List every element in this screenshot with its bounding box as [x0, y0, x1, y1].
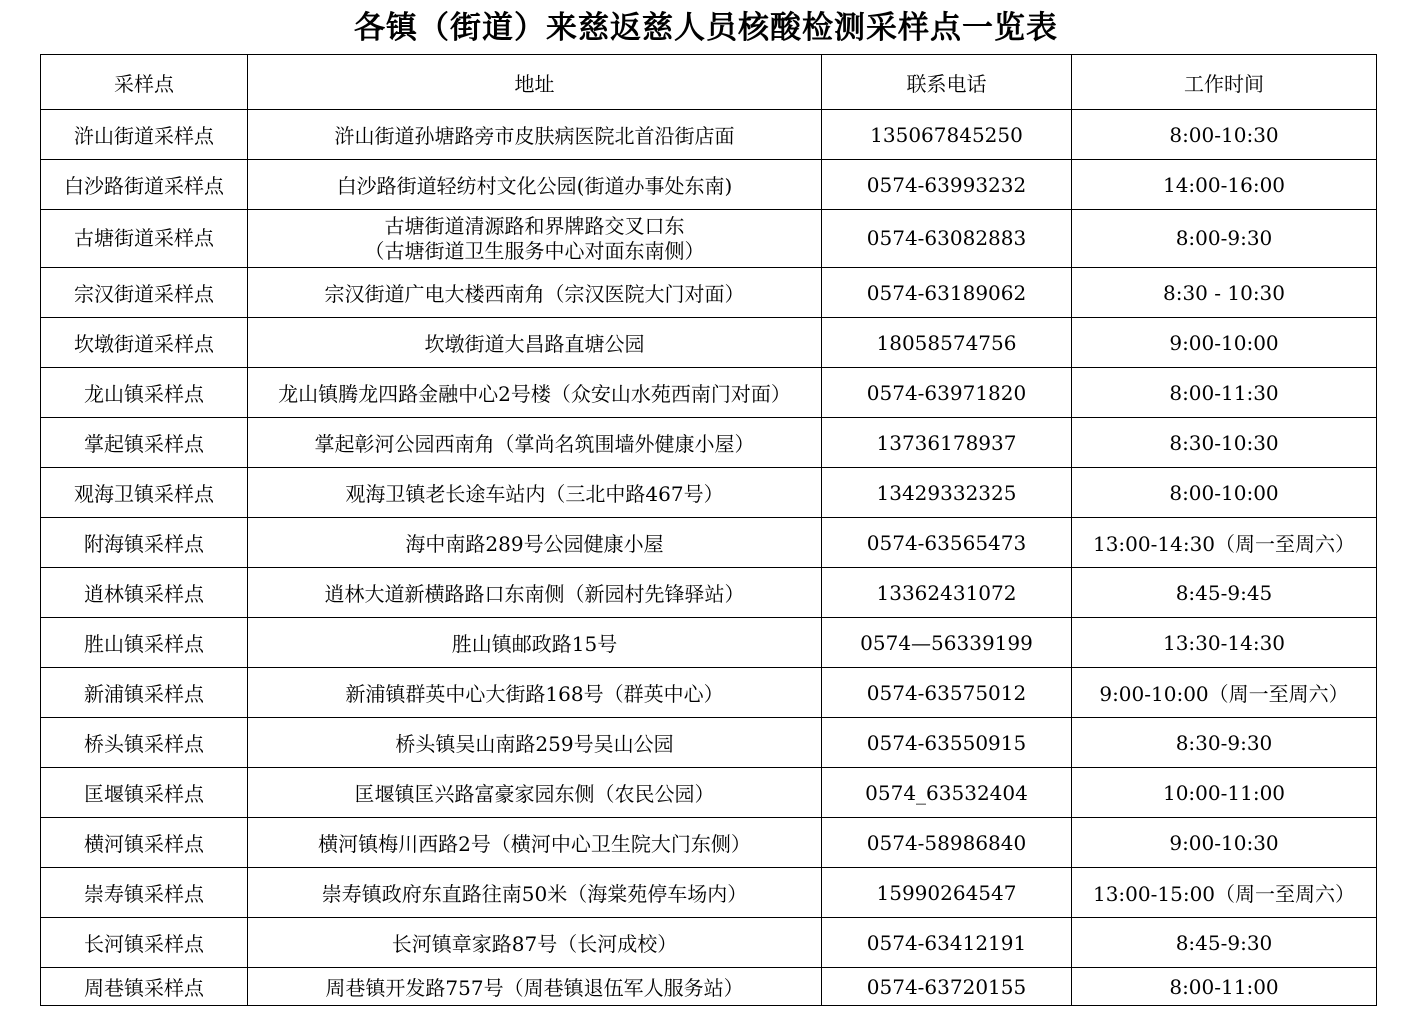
page-title: 各镇（街道）来慈返慈人员核酸检测采样点一览表 — [354, 10, 1058, 46]
address-cell — [248, 768, 822, 818]
phone-cell: 18058574756 — [822, 318, 1072, 368]
address-line: 崇寿镇政府东直路往南50米（海棠苑停车场内） — [321, 882, 748, 906]
phone-cell: 0574-63550915 — [822, 718, 1072, 768]
address-cell — [248, 468, 822, 518]
hours-cell: 9:00-10:00 — [1072, 318, 1377, 368]
table-row — [41, 768, 1377, 818]
address-cell — [248, 868, 822, 918]
address-line: （古塘街道卫生服务中心对面东南侧） — [364, 238, 705, 263]
hours-cell: 8:45-9:30 — [1072, 918, 1377, 968]
address-line: 龙山镇腾龙四路金融中心2号楼（众安山水苑西南门对面） — [278, 382, 791, 406]
site-name-cell: 龙山镇采样点 — [41, 368, 248, 418]
phone-cell: 13736178937 — [822, 418, 1072, 468]
phone-cell: 0574-63412191 — [822, 918, 1072, 968]
address-line: 浒山街道孙塘路旁市皮肤病医院北首沿街店面 — [334, 124, 735, 148]
address-line: 新浦镇群英中心大街路168号（群英中心） — [345, 682, 724, 706]
phone-cell: 0574—56339199 — [822, 618, 1072, 668]
address-cell — [248, 668, 822, 718]
address-line: 胜山镇邮政路15号 — [451, 632, 618, 656]
table-row — [41, 568, 1377, 618]
site-name-cell: 逍林镇采样点 — [41, 568, 248, 618]
hours-cell: 8:45-9:45 — [1072, 568, 1377, 618]
address-line: 观海卫镇老长途车站内（三北中路467号） — [345, 482, 724, 506]
address-cell — [248, 268, 822, 318]
address-cell — [248, 210, 822, 268]
site-name-cell: 长河镇采样点 — [41, 918, 248, 968]
phone-cell: 13429332325 — [822, 468, 1072, 518]
address-cell — [248, 568, 822, 618]
site-name-cell: 附海镇采样点 — [41, 518, 248, 568]
site-name-cell: 匡堰镇采样点 — [41, 768, 248, 818]
site-name-cell: 观海卫镇采样点 — [41, 468, 248, 518]
site-name-cell: 胜山镇采样点 — [41, 618, 248, 668]
table-row — [41, 368, 1377, 418]
hours-cell: 10:00-11:00 — [1072, 768, 1377, 818]
site-name-cell: 崇寿镇采样点 — [41, 868, 248, 918]
site-name-cell: 浒山街道采样点 — [41, 110, 248, 160]
phone-cell: 0574-58986840 — [822, 818, 1072, 868]
table-row — [41, 160, 1377, 210]
address-line: 白沙路街道轻纺村文化公园(街道办事处东南) — [336, 174, 733, 198]
sampling-sites-table — [40, 54, 1377, 1006]
site-name-cell: 掌起镇采样点 — [41, 418, 248, 468]
hours-cell: 13:30-14:30 — [1072, 618, 1377, 668]
hours-cell: 9:00-10:30 — [1072, 818, 1377, 868]
address-cell — [248, 918, 822, 968]
table-row — [41, 718, 1377, 768]
hours-cell: 8:30 - 10:30 — [1072, 268, 1377, 318]
column-header-site: 采样点 — [41, 55, 248, 110]
site-name-cell: 白沙路街道采样点 — [41, 160, 248, 210]
table-body — [41, 110, 1377, 1006]
hours-cell: 9:00-10:00（周一至周六） — [1072, 668, 1377, 718]
hours-cell: 13:00-15:00（周一至周六） — [1072, 868, 1377, 918]
phone-cell: 0574-63565473 — [822, 518, 1072, 568]
site-name-cell: 横河镇采样点 — [41, 818, 248, 868]
table-row — [41, 268, 1377, 318]
table-row — [41, 318, 1377, 368]
phone-cell: 13362431072 — [822, 568, 1072, 618]
address-line: 横河镇梅川西路2号（横河中心卫生院大门东侧） — [318, 832, 751, 856]
table-row — [41, 918, 1377, 968]
address-line: 逍林大道新横路路口东南侧（新园村先锋驿站） — [324, 582, 745, 606]
site-name-cell: 周巷镇采样点 — [41, 968, 248, 1006]
address-cell — [248, 318, 822, 368]
phone-cell: 15990264547 — [822, 868, 1072, 918]
address-line: 匡堰镇匡兴路富豪家园东侧（农民公园） — [354, 782, 715, 806]
site-name-cell: 新浦镇采样点 — [41, 668, 248, 718]
table-row — [41, 518, 1377, 568]
phone-cell: 0574-63720155 — [822, 968, 1072, 1006]
address-line: 周巷镇开发路757号（周巷镇退伍军人服务站） — [325, 976, 744, 1000]
hours-cell: 8:00-10:30 — [1072, 110, 1377, 160]
address-cell — [248, 818, 822, 868]
site-name-cell: 桥头镇采样点 — [41, 718, 248, 768]
hours-cell: 8:00-9:30 — [1072, 210, 1377, 268]
address-line: 海中南路289号公园健康小屋 — [405, 532, 664, 556]
address-cell — [248, 618, 822, 668]
phone-cell: 0574-63189062 — [822, 268, 1072, 318]
table-row — [41, 818, 1377, 868]
address-line: 古塘街道清源路和界牌路交叉口东 — [384, 213, 685, 238]
address-cell — [248, 418, 822, 468]
table-header-row — [41, 55, 1377, 110]
hours-cell: 13:00-14:30（周一至周六） — [1072, 518, 1377, 568]
address-cell — [248, 518, 822, 568]
address-cell — [248, 160, 822, 210]
hours-cell: 8:00-11:30 — [1072, 368, 1377, 418]
address-cell — [248, 718, 822, 768]
table-row — [41, 668, 1377, 718]
phone-cell: 0574-63082883 — [822, 210, 1072, 268]
site-name-cell: 古塘街道采样点 — [41, 210, 248, 268]
phone-cell: 0574-63575012 — [822, 668, 1072, 718]
phone-cell: 0574_63532404 — [822, 768, 1072, 818]
hours-cell: 14:00-16:00 — [1072, 160, 1377, 210]
phone-cell: 0574-63971820 — [822, 368, 1072, 418]
phone-cell: 135067845250 — [822, 110, 1072, 160]
table-row — [41, 468, 1377, 518]
table-row — [41, 968, 1377, 1006]
address-line: 长河镇章家路87号（长河成校） — [391, 932, 678, 956]
table-row — [41, 618, 1377, 668]
address-cell — [248, 110, 822, 160]
phone-cell: 0574-63993232 — [822, 160, 1072, 210]
hours-cell: 8:00-10:00 — [1072, 468, 1377, 518]
column-header-address: 地址 — [248, 55, 822, 110]
address-line: 宗汉街道广电大楼西南角（宗汉医院大门对面） — [324, 282, 745, 306]
column-header-hours: 工作时间 — [1072, 55, 1377, 110]
site-name-cell: 宗汉街道采样点 — [41, 268, 248, 318]
address-line: 掌起彰河公园西南角（掌尚名筑围墙外健康小屋） — [314, 432, 755, 456]
address-cell — [248, 968, 822, 1006]
address-line: 坎墩街道大昌路直塘公园 — [424, 332, 645, 356]
address-line: 桥头镇吴山南路259号吴山公园 — [395, 732, 674, 756]
table-row — [41, 110, 1377, 160]
table-row — [41, 210, 1377, 268]
table-row — [41, 868, 1377, 918]
hours-cell: 8:30-10:30 — [1072, 418, 1377, 468]
hours-cell: 8:00-11:00 — [1072, 968, 1377, 1006]
hours-cell: 8:30-9:30 — [1072, 718, 1377, 768]
column-header-phone: 联系电话 — [822, 55, 1072, 110]
table-row — [41, 418, 1377, 468]
address-cell — [248, 368, 822, 418]
site-name-cell: 坎墩街道采样点 — [41, 318, 248, 368]
